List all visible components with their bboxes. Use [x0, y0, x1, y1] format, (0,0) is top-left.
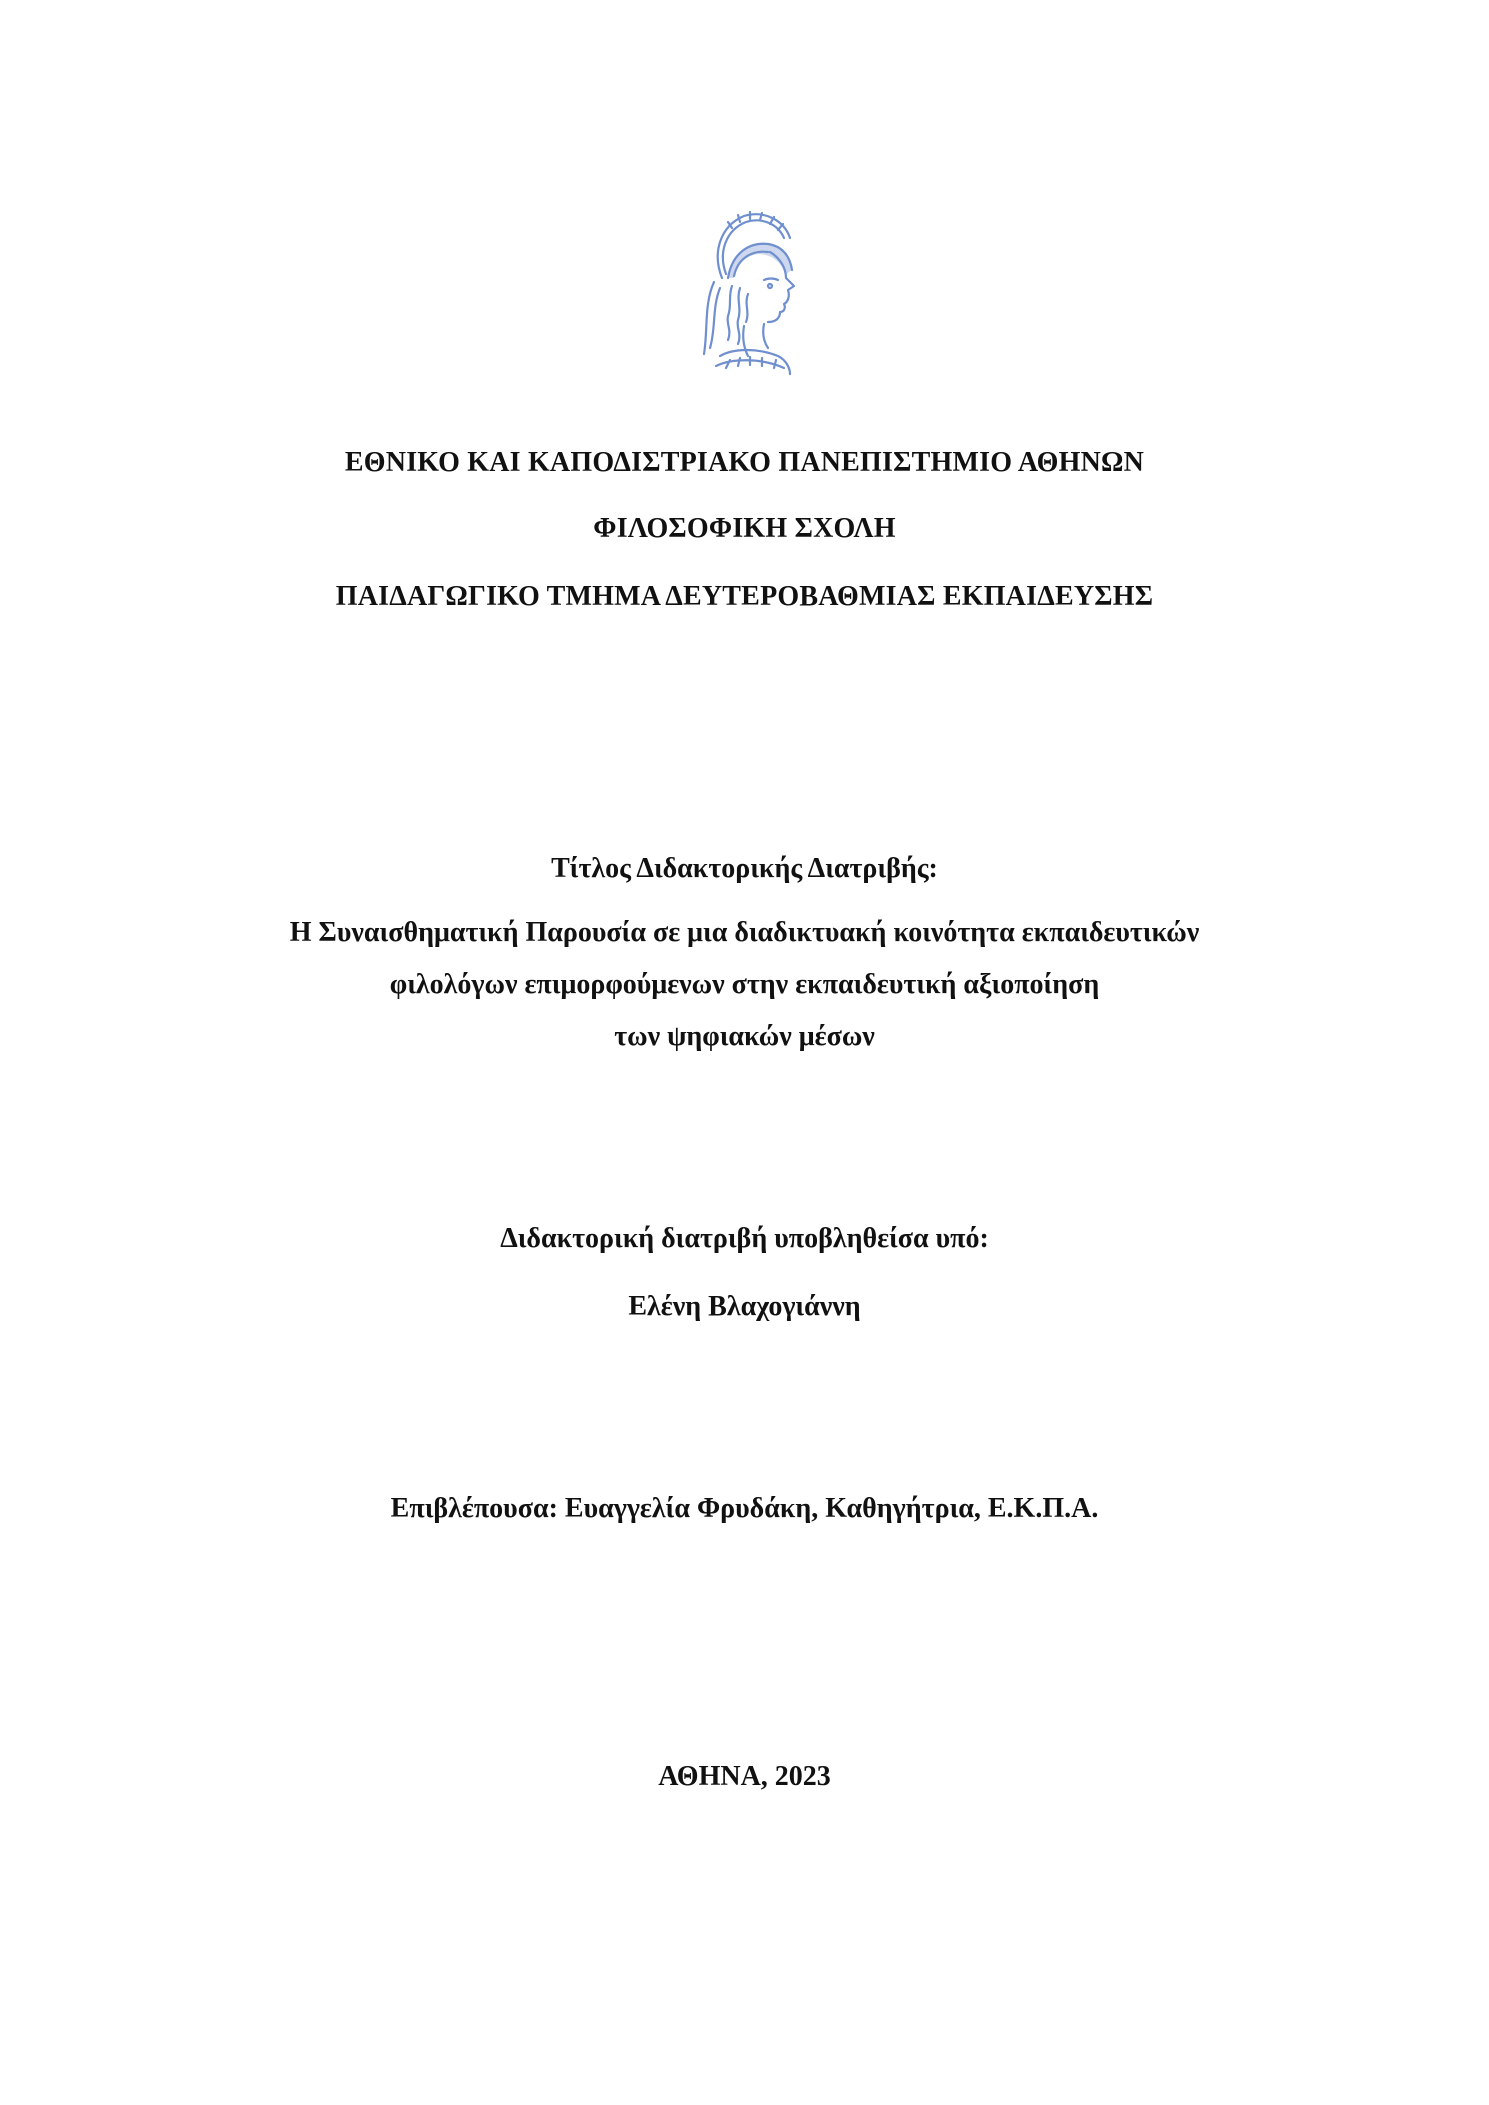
place-year: ΑΘΗΝΑ, 2023: [658, 1761, 831, 1792]
athena-seal-logo: [682, 208, 806, 378]
thesis-title-line-1: Η Συναισθηματική Παρουσία σε μια διαδικτυακή κοινότητα εκπαιδευτικών: [289, 917, 1200, 948]
department-name: ΠΑΙΔΑΓΩΓΙΚΟ ΤΜΗΜΑ ΔΕΥΤΕΡΟΒΑΘΜΙΑΣ ΕΚΠΑΙΔΕΥΣΗΣ: [335, 581, 1154, 612]
author-label: Διδακτορική διατριβή υποβληθείσα υπό:: [500, 1223, 989, 1254]
thesis-title-line-2: φιλολόγων επιμορφούμενων στην εκπαιδευτική αξιοποίηση: [389, 969, 1100, 1000]
thesis-title-line-3: των ψηφιακών μέσων: [614, 1021, 875, 1052]
thesis-title-label: Τίτλος Διδακτορικής Διατριβής:: [551, 853, 938, 884]
author-name: Ελένη Βλαχογιάννη: [628, 1291, 861, 1322]
university-name: ΕΘΝΙΚΟ ΚΑΙ ΚΑΠΟΔΙΣΤΡΙΑΚΟ ΠΑΝΕΠΙΣΤΗΜΙΟ ΑΘΗΝΩΝ: [344, 447, 1145, 478]
supervisor-line: Επιβλέπουσα: Ευαγγελία Φρυδάκη, Καθηγήτρια, Ε.Κ.Π.Α.: [390, 1493, 1099, 1524]
school-name: ΦΙΛΟΣΟΦΙΚΗ ΣΧΟΛΗ: [593, 513, 896, 544]
